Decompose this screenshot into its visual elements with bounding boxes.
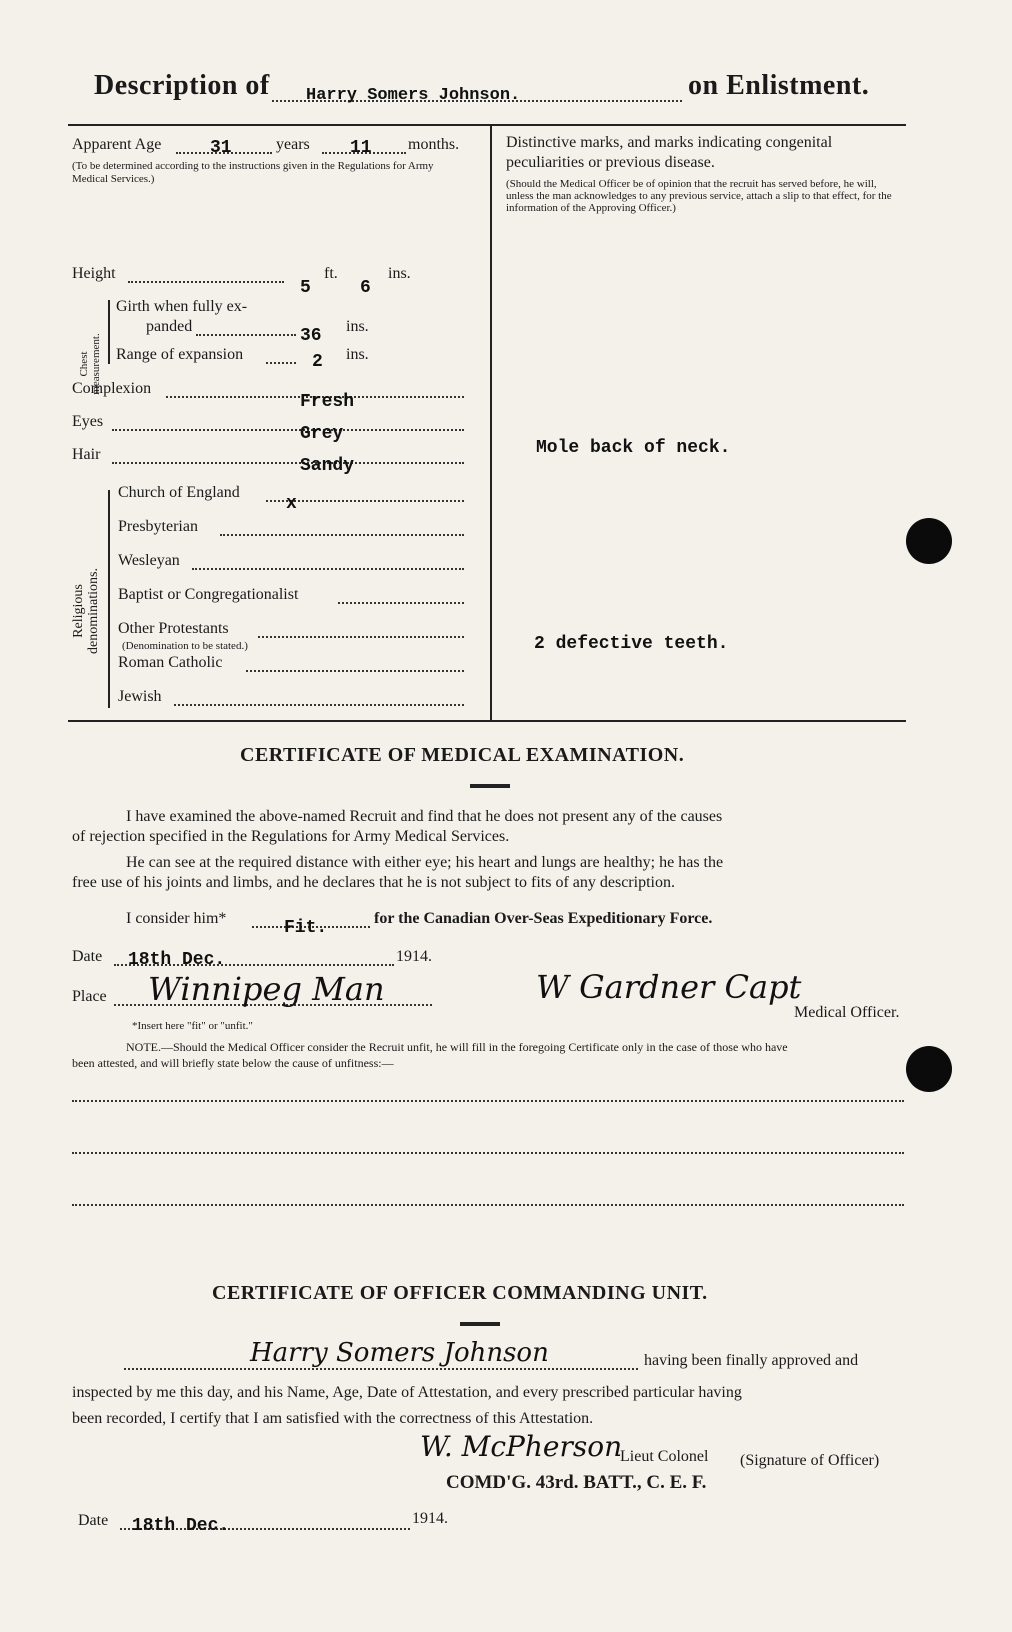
religion-wesleyan: Wesleyan bbox=[118, 552, 180, 569]
religion-presbyterian: Presbyterian bbox=[118, 518, 198, 535]
range-label: Range of expansion bbox=[116, 346, 244, 363]
complexion-value: Fresh bbox=[300, 392, 355, 412]
unfitness-line-3 bbox=[72, 1204, 904, 1206]
medical-date-value: 18th Dec. bbox=[128, 950, 226, 970]
marks-label-2: peculiarities or previous disease. bbox=[506, 154, 715, 171]
consider-value: Fit. bbox=[284, 918, 328, 938]
commanding-recruit-name: Harry Somers Johnson bbox=[250, 1338, 549, 1368]
religion-church-of-england: Church of England bbox=[118, 484, 240, 501]
chest-bracket bbox=[108, 300, 110, 364]
top-rule bbox=[68, 124, 906, 126]
mark-1: Mole back of neck. bbox=[536, 438, 731, 458]
consider-prefix: I consider him* bbox=[126, 910, 227, 927]
medical-para1-line2: of rejection specified in the Regulations for Army Medical Services. bbox=[72, 828, 510, 845]
consider-suffix: for the Canadian Over-Seas Expeditionary Force. bbox=[374, 910, 713, 927]
ins-label: ins. bbox=[388, 265, 411, 282]
complexion-label: Complexion bbox=[72, 380, 152, 397]
medical-signature: W Gardner Capt bbox=[536, 968, 802, 1006]
insert-note: *Insert here "fit" or "unfit." bbox=[132, 1020, 253, 1032]
religion-baptist: Baptist or Congregationalist bbox=[118, 586, 299, 603]
unfitness-line-1 bbox=[72, 1100, 904, 1102]
commanding-heading-rule bbox=[460, 1322, 500, 1326]
commanding-rank: Lieut Colonel bbox=[620, 1448, 709, 1465]
approved-text: having been finally approved and bbox=[644, 1352, 859, 1369]
medical-heading: CERTIFICATE OF MEDICAL EXAMINATION. bbox=[240, 744, 685, 766]
medical-heading-rule bbox=[470, 784, 510, 788]
title-prefix: Description of bbox=[94, 70, 270, 101]
battalion-stamp: COMD'G. 43rd. BATT., C. E. F. bbox=[446, 1472, 707, 1493]
commanding-date-value: 18th Dec. bbox=[132, 1516, 230, 1536]
medical-year: 1914. bbox=[396, 948, 432, 965]
religion-jewish: Jewish bbox=[118, 688, 162, 705]
eyes-value: Grey bbox=[300, 424, 344, 444]
age-years-value: 31 bbox=[210, 138, 232, 158]
religion-roman-catholic: Roman Catholic bbox=[118, 654, 223, 671]
religion-bracket bbox=[108, 490, 110, 708]
marks-label-1: Distinctive marks, and marks indicating congenital bbox=[506, 134, 833, 151]
punch-hole-bottom bbox=[906, 1046, 952, 1092]
girth-value: 36 bbox=[300, 326, 322, 346]
hair-label: Hair bbox=[72, 446, 101, 463]
punch-hole-top bbox=[906, 518, 952, 564]
hair-value: Sandy bbox=[300, 456, 355, 476]
religion-other-protestants: Other Protestants bbox=[118, 620, 229, 637]
other-protestants-note: (Denomination to be stated.) bbox=[122, 640, 248, 652]
height-ins-value: 6 bbox=[360, 278, 371, 298]
height-ft-value: 5 bbox=[300, 278, 311, 298]
girth-label-1: Girth when fully ex- bbox=[116, 298, 248, 315]
age-label: Apparent Age bbox=[72, 136, 162, 153]
commanding-date-label: Date bbox=[78, 1512, 109, 1529]
commanding-signature: W. McPherson bbox=[420, 1430, 623, 1463]
medical-para1-line1: I have examined the above-named Recruit and find that he does not present any of the causes bbox=[126, 808, 723, 825]
age-months-value: 11 bbox=[350, 138, 372, 158]
height-label: Height bbox=[72, 265, 116, 282]
religion-side-label: Religious denominations. bbox=[71, 568, 101, 654]
range-value: 2 bbox=[312, 352, 323, 372]
note-line-2: been attested, and will briefly state below the cause of unfitness:— bbox=[72, 1056, 394, 1070]
medical-date-label: Date bbox=[72, 948, 103, 965]
girth-unit: ins. bbox=[346, 318, 369, 335]
commanding-line-3: been recorded, I certify that I am satisfied with the correctness of this Attestation. bbox=[72, 1410, 594, 1427]
column-divider bbox=[490, 126, 492, 720]
girth-label-2: panded bbox=[146, 318, 193, 335]
commanding-heading: CERTIFICATE OF OFFICER COMMANDING UNIT. bbox=[212, 1282, 708, 1304]
bottom-rule bbox=[68, 720, 906, 722]
medical-para2-line2: free use of his joints and limbs, and he declares that he is not subject to fits of any description. bbox=[72, 874, 675, 891]
medical-officer-label: Medical Officer. bbox=[794, 1004, 900, 1021]
age-note: (To be determined according to the instructions given in the Regulations for Army Medical Services.) bbox=[72, 160, 434, 185]
mark-2: 2 defective teeth. bbox=[534, 634, 729, 654]
unfitness-line-2 bbox=[72, 1152, 904, 1154]
place-value: Winnipeg Man bbox=[148, 970, 385, 1008]
commanding-line-2: inspected by me this day, and his Name, Age, Date of Attestation, and every prescribed particular having bbox=[72, 1384, 742, 1401]
chest-side-label: Chest measurement. bbox=[78, 333, 102, 395]
marks-note: (Should the Medical Officer be of opinion that the recruit has served before, he will, unless the man acknowledges to any previous service, attach a slip to that effect, for the information of the Approving Officer.) bbox=[506, 178, 892, 214]
commanding-year: 1914. bbox=[412, 1510, 448, 1527]
years-label: years bbox=[276, 136, 310, 153]
title-suffix: on Enlistment. bbox=[688, 70, 870, 101]
note-line-1: NOTE.—Should the Medical Officer consider the Recruit unfit, he will fill in the foregoing Certificate only in the case of those who have bbox=[126, 1040, 788, 1054]
eyes-label: Eyes bbox=[72, 413, 104, 430]
range-unit: ins. bbox=[346, 346, 369, 363]
place-label: Place bbox=[72, 988, 107, 1005]
recruit-name: Harry Somers Johnson. bbox=[306, 86, 521, 105]
medical-para2-line1: He can see at the required distance with either eye; his heart and lungs are healthy; he has the bbox=[126, 854, 724, 871]
signature-of-officer-label: (Signature of Officer) bbox=[740, 1452, 880, 1469]
ft-label: ft. bbox=[324, 265, 338, 282]
religion-mark: x bbox=[286, 494, 297, 514]
months-label: months. bbox=[408, 136, 460, 153]
